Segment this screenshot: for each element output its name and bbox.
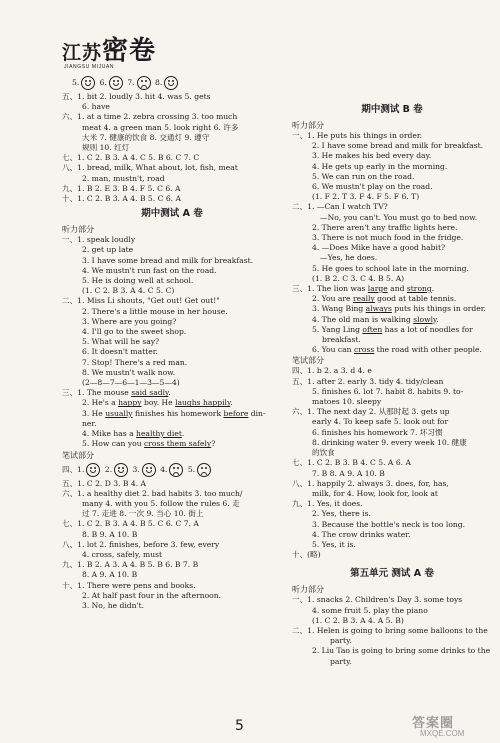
answer-line: 2. I have some bread and milk for breakfast. xyxy=(312,141,484,151)
answer-line: 7. Stop! There's a red man. xyxy=(82,357,188,367)
answer-line: 五、1. bit 2. loudly 3. hit 4. was 5. gets xyxy=(62,92,211,101)
answer-line: 九、1. B 2. A 3. A 4. B 5. B 6. B 7. B xyxy=(62,560,199,570)
answer-line: 3. I have some bread and milk for breakfast. xyxy=(82,255,254,265)
answer-line: 8. B 9. A 10. B xyxy=(82,529,138,539)
answer-line: 2. You are really good at table tennis. xyxy=(312,294,457,304)
answer-line: 5. We can run on the road. xyxy=(312,171,415,181)
answer-line: 4. I'll go to the sweet shop. xyxy=(82,327,187,337)
answer-line: 4. The old man is walking slowly. xyxy=(312,314,439,324)
sad-face-icon xyxy=(169,463,183,477)
answer-line: 8. drinking water 9. every week 10. 健康 xyxy=(312,437,467,447)
answer-line: 5. What will he say? xyxy=(82,337,160,347)
answer-line: 二、1. —Can I watch TV? xyxy=(292,202,388,212)
answers-block-rb-a xyxy=(292,131,492,355)
answer-line: 8. A 9. A 10. B xyxy=(82,570,138,580)
answer-line: 三、1. The lion was large and strong. xyxy=(292,284,435,294)
answer-line: 七、1. C 2. B 3. A 4. C 5. B 6. C 7. C xyxy=(62,153,200,163)
answer-line: 2. At half past four in the afternoon. xyxy=(82,590,222,600)
answer-line: 一、1. He puts his things in order. xyxy=(292,131,423,140)
answer-line: 的饮食 xyxy=(312,448,335,458)
answer-line: 八、1. lot 2. finishes, before 3. few, every xyxy=(62,539,220,549)
answer-line: 六、1. a healthy diet 2. bad habits 3. too much/ xyxy=(62,488,243,498)
answer-line: 2. There aren't any traffic lights here. xyxy=(312,222,458,232)
answer-line: 七、1. C 2. B 3. B 4. C 5. A 6. A xyxy=(292,458,411,468)
answer-line: 四、1. b 2. a 3. d 4. e xyxy=(292,366,372,376)
answer-line: 二、1. Helen is going to bring some balloons to the xyxy=(292,625,488,635)
answer-line: 大米 7. 健康的饮食 8. 交通灯 9. 遵守 xyxy=(82,132,210,142)
section-title-unit5: 第五单元 测试 A 卷 xyxy=(350,568,434,580)
answer-line: 6. have xyxy=(82,102,110,112)
answer-line: 5. finishes 6. lot 7. habit 8. habits 9. to- xyxy=(312,386,464,396)
answer-line: (1. C 2. B 3. A 4. A 5. B) xyxy=(312,615,404,625)
answer-line: 规则 10. 红灯 xyxy=(82,143,130,153)
answer-line: 2. man, mustn't, road xyxy=(82,173,165,183)
answer-line: 八、1. bread, milk, What about, lot, fish, meat xyxy=(62,163,238,173)
page-number: 5 xyxy=(235,718,244,734)
answer-line: party. xyxy=(330,636,352,646)
answer-line: 三、1. The mouse said sadly. xyxy=(62,388,171,398)
answer-line: 九、1. Yes, it does. xyxy=(292,499,363,509)
answer-line: ner. xyxy=(82,418,97,428)
answer-line: 4. We mustn't run fast on the road. xyxy=(82,265,217,275)
happy-face-icon xyxy=(114,463,128,477)
logo xyxy=(62,36,172,74)
answer-line: 5. He goes to school late in the morning. xyxy=(312,263,469,273)
answer-line: 4. cross, safely, must xyxy=(82,549,163,559)
answer-line: —No, you can't. You must go to bed now. xyxy=(320,212,478,222)
writing-label: 笔试部分 xyxy=(292,356,324,366)
answer-line: 5. How can you cross them safely? xyxy=(82,439,216,449)
answer-line: 2. He's a happy boy. He laughs happily. xyxy=(82,398,233,408)
answer-line: 五、1. after 2. early 3. tidy 4. tidy/clean xyxy=(292,376,444,386)
answer-line: 六、1. at a time 2. zebra crossing 3. too much xyxy=(62,112,238,122)
answer-line: 一、1. speak loudly xyxy=(62,235,136,245)
answer-line: 7. B 8. A 9. A 10. B xyxy=(312,468,385,478)
faces-row-top: 5. 6. 7. 8. xyxy=(62,74,282,92)
faces-row-si: 四、1. 2. 3. 4. 5. xyxy=(62,461,282,479)
happy-face-icon xyxy=(164,76,178,90)
answer-line: (1. C 2. B 3. A 4. C 5. C) xyxy=(82,286,175,296)
answer-line: 十、1. C 2. B 3. A 4. B 5. C 6. A xyxy=(62,194,181,204)
answer-line: early 4. To keep safe 5. look out for xyxy=(312,417,449,427)
logo-text: 江苏 xyxy=(62,42,103,64)
answer-line: 二、1. Miss Li shouts, "Get out! Get out!" xyxy=(62,296,220,306)
answer-line: 4. He gets up early in the morning. xyxy=(312,161,448,171)
answer-line: 4. —Does Mike have a good habit? xyxy=(312,243,446,253)
sad-face-icon xyxy=(137,76,151,90)
happy-face-icon xyxy=(86,463,100,477)
section-title-midterm-a: 期中测试 A 卷 xyxy=(141,208,203,220)
answers-block-b xyxy=(62,235,282,449)
answers-block-c xyxy=(62,479,282,612)
answer-line: 3. There is not much food in the fridge. xyxy=(312,233,464,243)
answer-line: 3. He makes his bed every day. xyxy=(312,151,432,161)
answer-line: 4. Mike has a healthy diet. xyxy=(82,429,185,439)
answer-line: 十、(略) xyxy=(292,550,321,560)
answer-line: 4. The crow drinks water. xyxy=(312,529,411,539)
answer-line: 2. Liu Tao is going to bring some drinks to the xyxy=(312,646,491,656)
answer-line: 8. We mustn't walk now. xyxy=(82,367,176,377)
answer-line: 6. You can cross the road with other people. xyxy=(312,345,482,355)
answer-line: milk, for 4. How, look for, look at xyxy=(312,488,438,498)
answer-line: 五、1. C 2. D 3. B 4. A xyxy=(62,478,147,488)
right-column xyxy=(292,100,492,667)
answer-line: many 4. with you 5. follow the rules 6. 走 xyxy=(82,498,240,508)
listening-label: 听力部分 xyxy=(292,585,324,595)
answer-line: 5. Yang Ling often has a lot of noodles for xyxy=(312,324,473,334)
watermark-url: MXQE.COM xyxy=(420,729,465,738)
answer-line: 七、1. C 2. B 3. A 4. B 5. C 6. C 7. A xyxy=(62,519,199,529)
answer-line: 6. We mustn't play on the road. xyxy=(312,182,433,192)
answers-block-rb-c xyxy=(292,595,492,666)
answer-line: 过 7. 走进 8. 一次 9. 当心 10. 街上 xyxy=(82,509,204,519)
answer-line: 3. Where are you going? xyxy=(82,316,177,326)
answer-line: 5. Yes, it is. xyxy=(312,539,356,549)
answer-line: 6. finishes his homework 7. 坏习惯 xyxy=(312,427,443,437)
answer-line: 十、1. There were pens and books. xyxy=(62,580,196,590)
watermark-logo: 答案圈 xyxy=(412,716,455,731)
answers-block-rb-b xyxy=(292,366,492,560)
answer-line: 一、1. snacks 2. Children's Day 3. some toys xyxy=(292,595,463,605)
answer-line: 5. He is doing well at school. xyxy=(82,276,194,286)
answer-line: breakfast. xyxy=(322,335,361,345)
answer-line: 2. There's a little mouse in her house. xyxy=(82,306,228,316)
happy-face-icon xyxy=(142,463,156,477)
logo-big: 密卷 xyxy=(102,36,157,66)
answer-line: 4. some fruit 5. play the piano xyxy=(312,605,428,615)
answer-line: matoes 10. sleepy xyxy=(312,397,382,407)
listening-label: 听力部分 xyxy=(292,121,324,130)
happy-face-icon xyxy=(81,76,95,90)
answer-line: 3. Wang Bing always puts his things in order. xyxy=(312,304,486,314)
writing-label: 笔试部分 xyxy=(62,450,94,460)
left-column xyxy=(62,72,282,611)
answer-line: 八、1. happily 2. always 3. does, for, has, xyxy=(292,478,449,488)
listening-label: 听力部分 xyxy=(62,225,94,235)
answer-line: party. xyxy=(330,656,352,666)
answer-line: 6. It doesn't matter. xyxy=(82,347,158,357)
answer-line: meat 4. a green man 5. look right 6. 许多 xyxy=(82,122,239,132)
answer-line: (1. F 2. T 3. F 4. F 5. F 6. T) xyxy=(312,192,420,202)
answer-line: 2. Yes, there is. xyxy=(312,509,371,519)
logo-pinyin: JIANGSU MIJUAN xyxy=(64,64,115,70)
answer-line: (2—8—7—6—1—3—5—4) xyxy=(82,378,180,388)
answer-line: 六、1. The next day 2. 从那时起 3. gets up xyxy=(292,407,450,417)
answer-line: 3. No, he didn't. xyxy=(82,600,145,610)
happy-face-icon xyxy=(109,76,123,90)
sad-face-icon xyxy=(197,463,211,477)
answer-line: 3. Because the bottle's neck is too long. xyxy=(312,519,466,529)
answer-line: 九、1. B 2. E 3. B 4. F 5. C 6. A xyxy=(62,183,181,193)
answer-line: —Yes, he does. xyxy=(320,253,378,263)
section-title-midterm-b: 期中测试 B 卷 xyxy=(361,104,423,115)
answers-block-a xyxy=(62,92,282,204)
answer-line: 3. He usually finishes his homework before din- xyxy=(82,408,266,418)
answer-line: (1. B 2. C 3. C 4. B 5. A) xyxy=(312,273,405,283)
answer-line: 2. get up late xyxy=(82,245,134,255)
